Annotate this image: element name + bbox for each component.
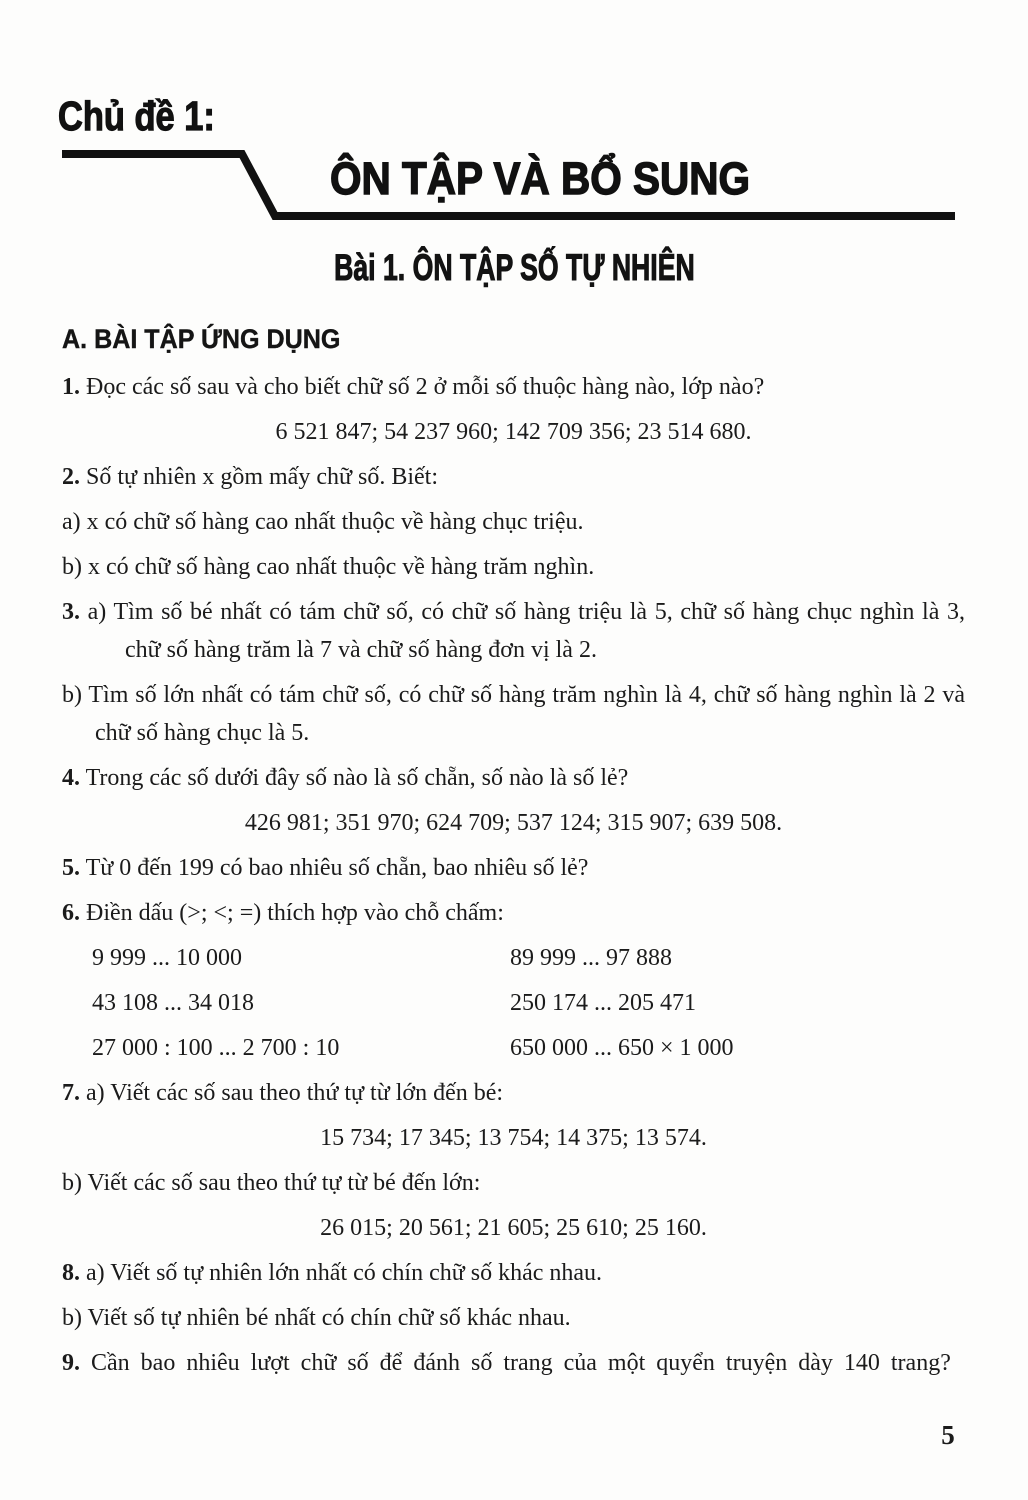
section-heading: A. BÀI TẬP ỨNG DỤNG <box>62 324 341 354</box>
problem-2 <box>62 458 965 496</box>
comparison-row <box>92 984 965 1022</box>
problem-9 <box>62 1344 965 1382</box>
comparison-row <box>92 939 965 977</box>
problem-9-number: 9. <box>62 1350 80 1376</box>
problem-2-number: 2. <box>62 464 80 490</box>
problem-3a <box>62 593 965 669</box>
problem-1-number: 1. <box>62 374 80 400</box>
lesson-title: Bài 1. ÔN TẬP SỐ TỰ NHIÊN <box>333 247 695 288</box>
problem-7a <box>62 1074 965 1112</box>
lesson-title-row <box>0 249 1028 286</box>
problem-2-text: Số tự nhiên x gồm mấy chữ số. Biết: <box>86 464 438 490</box>
problem-3a-text: a) Tìm số bé nhất có tám chữ số, có chữ số hàng triệu là 5, chữ số hàng chục nghìn là 3, chữ số hàng trăm là 7 và chữ số hàng đơn vị là 2. <box>87 599 965 663</box>
problem-8b: b) Viết số tự nhiên bé nhất có chín chữ số khác nhau. <box>62 1305 571 1331</box>
problem-7-number: 7. <box>62 1080 80 1106</box>
problem-1-text: Đọc các số sau và cho biết chữ số 2 ở mỗi số thuộc hàng nào, lớp nào? <box>86 374 765 400</box>
comparison-right: 89 999 ... 97 888 <box>510 945 672 971</box>
problem-7a-numbers: 15 734; 17 345; 13 754; 14 375; 13 574. <box>320 1125 707 1151</box>
problem-6 <box>62 894 965 932</box>
problem-5-text: Từ 0 đến 199 có bao nhiêu số chẵn, bao nhiêu số lẻ? <box>85 855 589 881</box>
chapter-divider-line <box>0 0 1028 240</box>
comparison-left: 9 999 ... 10 000 <box>92 945 242 971</box>
exercise-list <box>62 320 965 1389</box>
problem-5-number: 5. <box>62 855 80 881</box>
problem-6-text: Điền dấu (>; <; =) thích hợp vào chỗ chấm: <box>86 900 504 926</box>
problem-3-number: 3. <box>62 599 80 625</box>
problem-8-number: 8. <box>62 1260 80 1286</box>
problem-9-text: Cần bao nhiêu lượt chữ số để đánh số trang của một quyển truyện dày 140 trang? <box>91 1350 951 1376</box>
problem-4-numbers: 426 981; 351 970; 624 709; 537 124; 315 907; 639 508. <box>244 810 783 836</box>
problem-7a-text: a) Viết các số sau theo thứ tự từ lớn đến bé: <box>86 1080 504 1106</box>
problem-1-numbers: 6 521 847; 54 237 960; 142 709 356; 23 514 680. <box>275 419 752 445</box>
comparison-right: 650 000 ... 650 × 1 000 <box>510 1035 734 1061</box>
comparison-row <box>92 1029 965 1067</box>
problem-7b-numbers: 26 015; 20 561; 21 605; 25 610; 25 160. <box>320 1215 707 1241</box>
chapter-title: ÔN TẬP VÀ BỔ SUNG <box>330 153 751 204</box>
problem-2b: b) x có chữ số hàng cao nhất thuộc về hàng trăm nghìn. <box>62 554 595 580</box>
problem-4-text: Trong các số dưới đây số nào là số chẵn, số nào là số lẻ? <box>85 765 629 791</box>
problem-5 <box>62 849 965 887</box>
page-number: 5 <box>941 1420 955 1450</box>
problem-8a-text: a) Viết số tự nhiên lớn nhất có chín chữ số khác nhau. <box>86 1260 603 1286</box>
problem-6-number: 6. <box>62 900 80 926</box>
comparison-left: 27 000 : 100 ... 2 700 : 10 <box>92 1035 340 1061</box>
problem-1 <box>62 368 965 406</box>
comparison-left: 43 108 ... 34 018 <box>92 990 254 1016</box>
comparison-right: 250 174 ... 205 471 <box>510 990 696 1016</box>
chapter-label: Chủ đề 1: <box>58 93 215 139</box>
problem-7b: b) Viết các số sau theo thứ tự từ bé đến lớn: <box>62 1170 481 1196</box>
problem-8a <box>62 1254 965 1292</box>
problem-4-number: 4. <box>62 765 80 791</box>
problem-4 <box>62 759 965 797</box>
problem-3b: b) Tìm số lớn nhất có tám chữ số, có chữ số hàng trăm nghìn là 4, chữ số hàng nghìn là 2 và chữ số hàng chục là 5. <box>62 682 965 746</box>
problem-2a: a) x có chữ số hàng cao nhất thuộc về hàng chục triệu. <box>62 509 584 535</box>
